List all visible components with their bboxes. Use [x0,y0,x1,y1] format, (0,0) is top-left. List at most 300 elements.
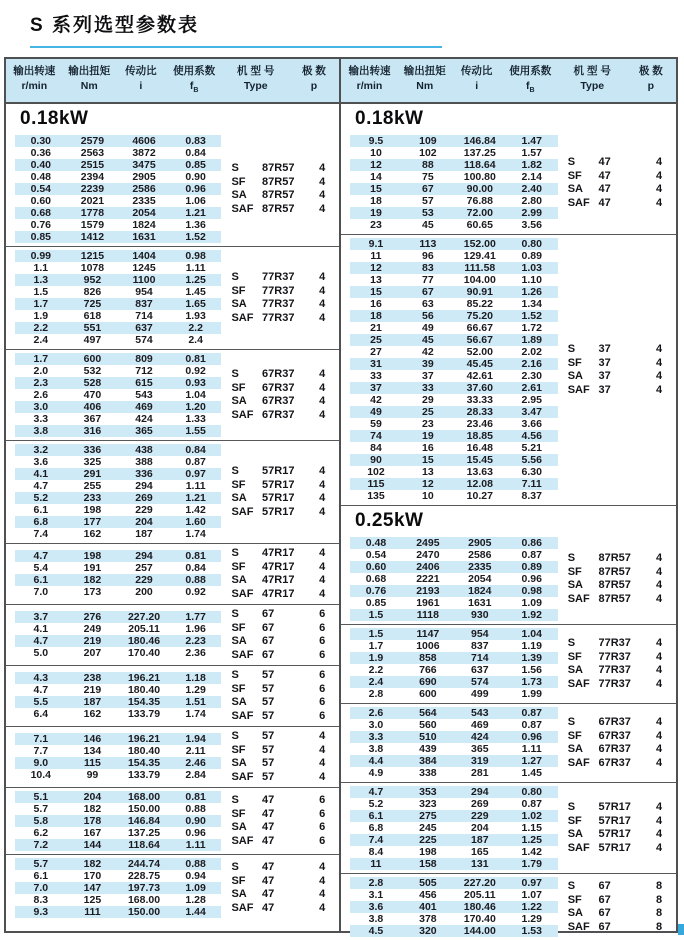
cell-output-torque: 198 [83,504,102,517]
header-col-3 [166,65,223,97]
cell-output-speed: 15 [370,286,382,299]
cell-ratio: 150.00 [127,803,161,816]
pole-count: 4 [319,284,326,297]
cell-ratio: 72.00 [466,207,493,220]
cell-ratio: 229 [135,504,153,517]
header-col-0-unit: r/min [356,80,383,92]
cell-service-factor: 1.45 [185,286,206,299]
data-rows [15,858,221,918]
type-list [221,271,334,325]
type-prefix: S [231,465,239,478]
cell-output-speed: 2.2 [33,322,49,335]
cell-service-factor: 0.98 [521,585,542,598]
type-entry [231,547,334,561]
cell-ratio: 294 [135,550,153,563]
type-entry [231,312,334,326]
pole-count: 4 [319,298,326,311]
type-model: 67 [262,635,275,648]
cell-service-factor: 0.80 [521,786,542,799]
pole-count: 4 [319,730,326,743]
cell-output-speed: 15 [370,183,382,196]
pole-count: 4 [656,156,663,169]
header-col-5-name: 极 数 [638,65,663,77]
cell-ratio: 111.58 [464,262,496,275]
cell-output-speed: 1.7 [368,640,384,653]
cell-output-speed: 0.85 [365,597,387,610]
table-row [350,466,558,478]
cell-ratio: 319 [471,755,489,768]
cell-output-speed: 9.0 [33,757,49,770]
cell-service-factor: 0.90 [185,171,206,184]
cell-ratio: 15.45 [466,454,493,467]
header-col-1-name: 输出扭矩 [68,65,111,77]
cell-ratio: 76.88 [466,195,493,208]
pole-count: 8 [656,893,663,906]
cell-output-speed: 42 [370,394,382,407]
header-col-5 [626,65,676,92]
cell-ratio: 227.20 [127,611,161,624]
cell-output-speed: 2.0 [33,365,49,378]
header-col-5-name: 极 数 [302,65,326,77]
type-model: 47 [262,821,275,834]
cell-output-speed: 5.8 [33,815,49,828]
ratio-block [341,132,676,234]
cell-output-speed: 6.4 [33,708,49,721]
table-row [350,171,558,183]
cell-service-factor: 0.90 [185,815,206,828]
header-col-2-name: 传动比 [125,65,157,77]
cell-service-factor: 2.02 [521,346,542,359]
type-prefix: SA [231,696,247,709]
pole-count: 4 [319,560,326,573]
type-entry [568,183,672,197]
cell-output-torque: 187 [83,696,102,709]
type-entry [231,794,334,808]
type-model: 47R17 [262,587,295,600]
cell-output-speed: 90 [370,454,382,467]
cell-output-speed: 4.1 [33,468,49,481]
table-row [15,135,221,147]
type-entry [231,835,334,849]
page-title: S 系列选型参数表 [30,15,199,36]
cell-output-speed: 3.6 [368,901,384,914]
cell-output-speed: 4.3 [33,672,49,685]
ratio-block [6,246,339,349]
cell-service-factor: 1.29 [185,684,206,697]
table-row [15,365,221,377]
table-row [15,401,221,413]
type-entry [568,842,672,856]
cell-service-factor: 0.81 [185,791,206,804]
type-list [558,801,672,855]
header-col-3-unit: $f_B$ [525,80,535,95]
cell-ratio: 180.40 [127,684,161,697]
type-prefix: SF [231,807,246,820]
pole-count: 4 [656,814,663,827]
cell-output-torque: 245 [419,822,437,835]
cell-output-speed: 0.60 [365,561,387,574]
type-prefix: SF [231,874,246,887]
table-row [15,322,221,334]
title-underline [30,46,442,48]
type-model: 57 [262,682,275,695]
type-prefix: SAF [231,901,254,914]
table-row [350,478,558,490]
cell-output-speed: 3.8 [368,743,384,756]
type-prefix: SF [231,621,246,634]
cell-output-torque: 53 [422,207,434,220]
cell-ratio: 1245 [132,262,156,275]
type-entry [568,566,672,580]
type-list [558,156,672,210]
type-prefix: SF [231,478,246,491]
cell-ratio: 154.35 [127,757,161,770]
type-entry [568,815,672,829]
data-rows [15,135,221,243]
type-prefix: S [567,716,576,729]
cell-service-factor: 1.79 [521,858,542,871]
cell-ratio: 52.00 [466,346,493,359]
cell-output-torque: 858 [419,652,437,665]
type-prefix: SF [231,284,246,297]
pole-count: 4 [319,271,326,284]
type-model: 57 [262,669,275,682]
type-model: 57 [262,709,275,722]
cell-output-torque: 690 [419,676,437,689]
cell-service-factor: 0.98 [185,250,206,263]
cell-output-torque: 2579 [80,135,105,148]
cell-ratio: 37.60 [466,382,493,395]
cell-service-factor: 2.46 [185,757,206,770]
type-entry [568,678,672,692]
table-row [15,171,221,183]
cell-service-factor: 1.74 [185,528,206,541]
type-entry [231,683,334,697]
pole-count: 4 [319,574,326,587]
type-model: 37 [598,383,611,396]
type-prefix: SAF [231,587,254,600]
type-entry [568,664,672,678]
type-entry [231,382,334,396]
power-section [6,104,339,921]
cell-ratio: 1631 [132,231,156,244]
cell-ratio: 131 [471,858,489,871]
type-entry [231,162,334,176]
cell-output-speed: 7.1 [33,733,49,746]
cell-service-factor: 2.40 [521,183,542,196]
cell-output-torque: 505 [419,877,437,890]
cell-ratio: 154.35 [127,696,161,709]
table-row [350,274,558,286]
type-prefix: SF [231,682,246,695]
type-model: 57R17 [262,478,295,491]
cell-output-torque: 144 [83,839,102,852]
cell-service-factor: 1.04 [185,389,206,402]
type-model: 57 [262,743,275,756]
table-row [350,889,558,901]
type-entry [568,894,672,908]
cell-ratio: 269 [135,492,153,505]
cell-ratio: 438 [135,444,153,457]
type-entry [231,771,334,785]
cell-output-speed: 4.1 [33,623,49,636]
cell-ratio: 229 [471,810,489,823]
data-rows [350,877,558,937]
table-row [350,549,558,561]
type-entry [231,730,334,744]
cell-output-speed: 2.6 [33,389,49,402]
cell-service-factor: 0.97 [185,468,206,481]
cell-service-factor: 1.36 [185,219,206,232]
type-prefix: SAF [567,756,590,769]
cell-ratio: 133.79 [127,769,161,782]
cell-output-speed: 3.1 [368,889,384,902]
ratio-block [341,624,676,703]
type-list [221,861,334,915]
type-entry [568,880,672,894]
cell-output-torque: 25 [422,406,434,419]
type-entry [568,370,672,384]
type-model: 47 [598,183,611,196]
cell-service-factor: 0.88 [185,803,206,816]
cell-service-factor: 0.83 [185,135,206,148]
pole-count: 4 [319,757,326,770]
table-row [15,574,221,586]
cell-output-speed: 23 [370,219,382,232]
cell-output-torque: 551 [83,322,102,335]
type-prefix: SF [567,729,582,742]
cell-ratio: 543 [471,707,489,720]
ratio-block [341,782,676,873]
type-entry [231,861,334,875]
cell-service-factor: 1.03 [521,262,542,275]
table-row [350,370,558,382]
cell-output-torque: 528 [83,377,102,390]
cell-ratio: 28.33 [466,406,493,419]
cell-output-torque: 532 [83,365,102,378]
table-row [350,195,558,207]
cell-ratio: 294 [471,786,489,799]
cell-output-torque: 173 [83,586,102,599]
table-row [350,394,558,406]
cell-output-torque: 75 [422,171,434,184]
table-row [350,858,558,870]
cell-ratio: 23.46 [466,418,493,431]
cell-output-speed: 1.5 [368,609,384,622]
cell-output-speed: 5.2 [33,492,49,505]
table-row [15,562,221,574]
cell-output-torque: 276 [83,611,102,624]
cell-ratio: 2586 [468,549,492,562]
type-model: 47 [262,874,275,887]
cell-ratio: 170.40 [127,647,161,660]
pole-count: 4 [319,368,326,381]
type-entry [568,743,672,757]
cell-ratio: 205.11 [464,889,496,902]
header-col-1-unit: Nm [416,80,434,92]
cell-output-torque: 115 [83,757,101,770]
cell-ratio: 4606 [132,135,156,148]
cell-output-speed: 0.54 [30,183,52,196]
type-prefix: SA [231,574,247,587]
table-row [15,250,221,262]
cell-output-torque: 39 [422,358,434,371]
pole-count: 4 [319,162,326,175]
table-row [350,676,558,688]
cell-output-torque: 23 [422,418,434,431]
table-row [350,207,558,219]
type-entry [231,298,334,312]
cell-output-speed: 0.68 [30,207,52,220]
type-entry [231,669,334,683]
cell-ratio: 2335 [132,195,156,208]
pole-count: 6 [319,794,326,807]
cell-service-factor: 1.89 [521,334,542,347]
cell-output-speed: 7.7 [33,745,49,758]
pole-count: 6 [319,834,326,847]
type-prefix: SA [567,743,583,756]
type-entry [568,730,672,744]
cell-ratio: 129.41 [463,250,496,263]
pole-count: 4 [656,664,663,677]
cell-ratio: 228.75 [127,870,161,883]
cell-output-torque: 219 [83,635,102,648]
cell-ratio: 1824 [132,219,156,232]
pole-count: 4 [656,729,663,742]
type-model: 67R37 [598,729,631,742]
header-col-0 [341,65,398,92]
cell-output-speed: 7.0 [33,586,49,599]
cell-service-factor: 1.93 [185,310,206,323]
type-prefix: SAF [567,920,590,933]
cell-ratio: 2054 [468,573,492,586]
cell-ratio: 637 [135,322,153,335]
type-entry [568,651,672,665]
data-rows [15,250,221,346]
table-row [350,382,558,394]
cell-output-torque: 57 [422,195,434,208]
cell-output-speed: 11 [370,250,382,263]
cell-output-speed: 9.1 [368,238,384,251]
type-entry [568,637,672,651]
table-row [350,418,558,430]
header-col-4 [559,65,626,92]
cell-ratio: 2586 [132,183,156,196]
type-list [221,794,334,848]
type-entry [231,395,334,409]
ratio-block [6,132,339,246]
cell-output-torque: 147 [83,882,102,895]
table-row [15,672,221,684]
ratio-block [341,234,676,505]
table-row [350,597,558,609]
table-row [15,389,221,401]
type-prefix: SF [567,356,582,369]
header-col-3-name: 使用系数 [509,65,552,77]
header-col-4-name: 机 型 号 [237,65,275,77]
type-prefix: SAF [567,383,590,396]
header-col-2 [116,65,166,92]
header-col-3-name: 使用系数 [173,65,216,77]
cell-output-torque: 1147 [416,628,440,641]
type-entry [231,710,334,724]
cell-output-torque: 1961 [416,597,440,610]
cell-output-torque: 13 [422,466,434,479]
cell-service-factor: 1.96 [185,623,206,636]
data-rows [15,611,221,659]
table-row [15,882,221,894]
cell-output-speed: 4.5 [368,925,384,938]
pole-count: 6 [319,621,326,634]
cell-output-torque: 19 [422,430,434,443]
type-prefix: S [231,730,239,743]
cell-ratio: 16.48 [466,442,493,455]
type-model: 67 [262,648,275,661]
pole-count: 4 [656,828,663,841]
cell-output-speed: 0.60 [30,195,52,208]
type-model: 87R57 [262,162,295,175]
type-entry [231,465,334,479]
ratio-block [6,665,339,726]
cell-output-torque: 510 [419,731,437,744]
cell-service-factor: 2.30 [521,370,542,383]
type-prefix: SF [231,743,246,756]
cell-ratio: 45.45 [466,358,493,371]
table-row [350,707,558,719]
type-entry [231,902,334,916]
table-row [350,609,558,621]
cell-output-torque: 88 [422,159,434,172]
power-rating-label: 0.18kW [355,108,424,130]
cell-output-torque: 275 [419,810,437,823]
cell-output-speed: 0.76 [30,219,52,232]
type-model: 57 [262,730,275,743]
type-entry [231,696,334,710]
cell-ratio: 3475 [132,159,156,172]
table-row [15,647,221,659]
cell-output-speed: 0.76 [365,585,387,598]
table-row [15,870,221,882]
cell-output-speed: 0.99 [30,250,52,263]
table-row [15,757,221,769]
type-model: 47 [262,888,275,901]
cell-service-factor: 0.89 [521,561,542,574]
cell-output-speed: 5.7 [33,803,49,816]
cell-ratio: 144.00 [463,925,496,938]
type-list [221,368,334,422]
table-row [350,490,558,502]
cell-ratio: 714 [471,652,489,665]
cell-ratio: 712 [135,365,153,378]
cell-service-factor: 3.56 [521,219,542,232]
type-model: 57 [262,770,275,783]
cell-output-speed: 2.4 [368,676,384,689]
cell-service-factor: 1.33 [185,413,206,426]
type-prefix: S [231,547,239,560]
type-entry [231,635,334,649]
type-model: 57R17 [598,828,631,841]
type-prefix: S [567,343,576,356]
cell-output-speed: 3.3 [368,731,384,744]
pole-count: 4 [319,465,326,478]
type-model: 87R57 [598,579,631,592]
header-col-5-unit: p [647,80,655,92]
cell-ratio: 66.67 [466,322,493,335]
cell-service-factor: 1.26 [521,286,542,299]
type-model: 57R17 [598,801,631,814]
pole-count: 4 [656,716,663,729]
ratio-block [6,543,339,604]
